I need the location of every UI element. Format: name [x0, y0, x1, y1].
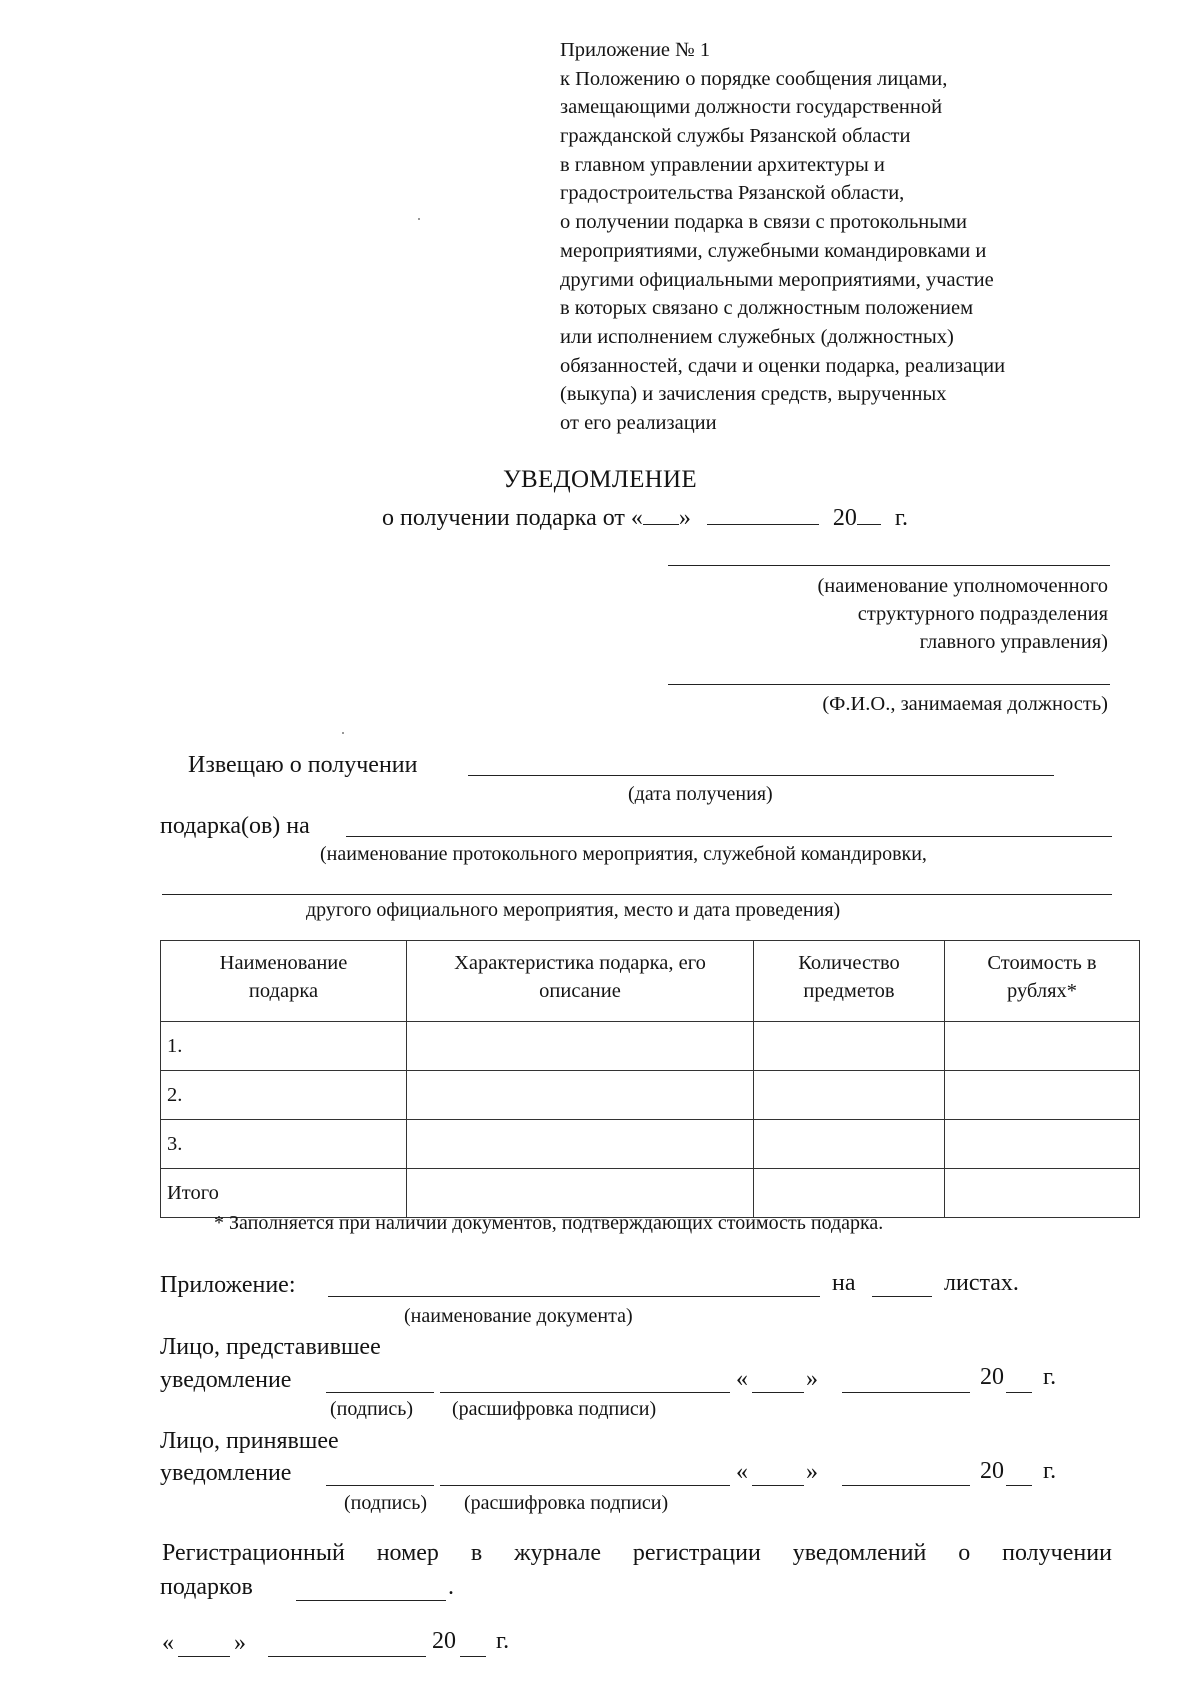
registration-word: о	[958, 1540, 971, 1566]
gifts-table	[160, 940, 1140, 1218]
receipt-date-field[interactable]	[468, 775, 1054, 776]
header-text: предметов	[803, 980, 895, 1002]
submitted-year-field[interactable]	[1006, 1392, 1032, 1393]
final-open-quote: «	[162, 1630, 174, 1656]
accepted-year-field[interactable]	[1006, 1485, 1032, 1486]
sheets-count-field[interactable]	[872, 1296, 932, 1297]
annex-line: (выкупа) и зачисления средств, вырученных	[560, 383, 947, 406]
table-row	[161, 1120, 1140, 1169]
cell-quantity[interactable]	[754, 1120, 945, 1169]
fio-caption: (Ф.И.О., занимаемая должность)	[822, 693, 1108, 715]
annex-line: в которых связано с должностным положением	[560, 297, 974, 320]
submitted-line1: Лицо, представившее	[160, 1334, 381, 1360]
header-text: Наименование	[219, 952, 348, 974]
registration-line2: подарков	[160, 1574, 253, 1600]
recipient-field[interactable]	[668, 565, 1110, 566]
recipient-caption-line: структурного подразделения	[857, 603, 1108, 625]
annex-line: другими официальными мероприятиями, участие	[560, 268, 994, 291]
attachment-field[interactable]	[328, 1296, 820, 1297]
registration-word: в	[470, 1540, 483, 1566]
cell-description[interactable]	[407, 1022, 754, 1071]
year-suffix: г.	[894, 505, 909, 531]
accepted-month-field[interactable]	[842, 1485, 970, 1486]
fio-field[interactable]	[668, 684, 1110, 685]
submitted-sign-caption: (подпись)	[330, 1398, 414, 1420]
gifts-on-label: подарка(ов) на	[160, 813, 310, 839]
registration-word: уведомлений	[792, 1540, 927, 1566]
table-header-row	[161, 941, 1140, 1022]
day-blank[interactable]	[643, 524, 679, 525]
notice-intro: Извещаю о получении	[188, 752, 418, 778]
attachment-caption: (наименование документа)	[404, 1305, 633, 1327]
table-row-total	[161, 1169, 1140, 1218]
annex-line: от его реализации	[560, 411, 717, 434]
accepted-decode-field[interactable]	[440, 1485, 730, 1486]
event-caption-1: (наименование протокольного мероприятия, служебной командировки,	[320, 843, 927, 865]
header-gift-name	[161, 941, 407, 1022]
header-gift-description	[407, 941, 754, 1022]
row-number: 2.	[161, 1071, 407, 1120]
month-blank[interactable]	[707, 524, 819, 525]
annex-line: обязанностей, сдачи и оценки подарка, реализации	[560, 354, 1006, 377]
header-text: Стоимость в	[987, 952, 1097, 974]
event-caption-2: другого официального мероприятия, место и дата проведения)	[306, 899, 841, 921]
cell-description[interactable]	[407, 1120, 754, 1169]
registration-period: .	[448, 1574, 454, 1600]
cell-quantity[interactable]	[754, 1169, 945, 1218]
accepted-year: 20	[980, 1458, 1004, 1484]
annex-line: в главном управлении архитектуры и	[560, 153, 885, 176]
header-text: рублях*	[1006, 980, 1078, 1002]
accepted-decode-caption: (расшифровка подписи)	[464, 1492, 669, 1514]
annex-line: гражданской службы Рязанской области	[560, 125, 911, 148]
annex-line: мероприятиями, служебными командировками и	[560, 239, 987, 262]
submitted-open-quote: «	[736, 1366, 748, 1392]
registration-word: журнале	[514, 1540, 601, 1566]
header-text: Количество	[798, 952, 900, 974]
row-total-label: Итого	[161, 1169, 407, 1218]
cell-cost[interactable]	[945, 1022, 1140, 1071]
accepted-sign-caption: (подпись)	[344, 1492, 428, 1514]
cell-cost[interactable]	[945, 1169, 1140, 1218]
header-quantity	[754, 941, 945, 1022]
accepted-g: г.	[1043, 1458, 1057, 1484]
annex-line: Приложение № 1	[560, 39, 711, 61]
row-number: 1.	[161, 1022, 407, 1071]
accepted-line1: Лицо, принявшее	[160, 1428, 339, 1454]
row-number: 3.	[161, 1120, 407, 1169]
year-blank[interactable]	[857, 524, 881, 525]
header-cost	[945, 941, 1140, 1022]
attachment-sheets: листах.	[944, 1270, 1019, 1296]
attachment-label: Приложение:	[160, 1272, 296, 1298]
registration-word: номер	[376, 1540, 439, 1566]
registration-number-line[interactable]	[296, 1600, 446, 1601]
subtitle	[382, 505, 908, 532]
table-row	[161, 1022, 1140, 1071]
cell-description[interactable]	[407, 1071, 754, 1120]
submitted-month-field[interactable]	[842, 1392, 970, 1393]
recipient-caption-line: (наименование уполномоченного	[817, 575, 1108, 597]
registration-word: регистрации	[632, 1540, 761, 1566]
document-title: УВЕДОМЛЕНИЕ	[503, 466, 697, 493]
annex-line: градостроительства Рязанской области,	[560, 182, 905, 205]
submitted-signature-field[interactable]	[326, 1392, 434, 1393]
receipt-date-caption: (дата получения)	[628, 783, 773, 805]
scan-speck	[418, 218, 420, 220]
submitted-close-quote: »	[806, 1366, 818, 1392]
submitted-decode-field[interactable]	[440, 1392, 730, 1393]
scan-speck	[342, 732, 344, 734]
header-text: подарка	[248, 980, 319, 1002]
registration-word: получении	[1002, 1540, 1112, 1566]
cell-quantity[interactable]	[754, 1022, 945, 1071]
recipient-caption-line: главного управления)	[919, 631, 1108, 653]
accepted-line2: уведомление	[160, 1460, 292, 1486]
accepted-open-quote: «	[736, 1459, 748, 1485]
subtitle-mid: »	[678, 505, 691, 531]
annex-line: о получении подарка в связи с протокольными	[560, 211, 967, 234]
submitted-g: г.	[1043, 1364, 1057, 1390]
submitted-decode-caption: (расшифровка подписи)	[452, 1398, 657, 1420]
subtitle-prefix: о получении подарка от «	[382, 505, 643, 531]
final-day-field[interactable]	[178, 1656, 230, 1657]
final-year: 20	[432, 1628, 456, 1654]
accepted-signature-field[interactable]	[326, 1485, 434, 1486]
annex-line: замещающими должности государственной	[560, 96, 943, 119]
annex-line: или исполнением служебных (должностных)	[560, 325, 954, 348]
annex-line: к Положению о порядке сообщения лицами,	[560, 67, 948, 90]
event-field-continued[interactable]	[162, 894, 1112, 895]
table-row	[161, 1071, 1140, 1120]
table-footnote: * Заполняется при наличии документов, подтверждающих стоимость подарка.	[214, 1212, 884, 1234]
year-prefix: 20	[832, 505, 857, 531]
submitted-line2: уведомление	[160, 1367, 292, 1393]
attachment-on: на	[832, 1270, 856, 1296]
final-g: г.	[496, 1628, 510, 1654]
recipient-caption	[668, 572, 1108, 656]
final-year-field[interactable]	[460, 1656, 486, 1657]
submitted-year: 20	[980, 1364, 1004, 1390]
accepted-close-quote: »	[806, 1459, 818, 1485]
annex-header	[560, 36, 1005, 438]
cell-quantity[interactable]	[754, 1071, 945, 1120]
cell-description[interactable]	[407, 1169, 754, 1218]
final-month-field[interactable]	[268, 1656, 426, 1657]
header-text: Характеристика подарка, его	[454, 952, 706, 974]
submitted-day-field[interactable]	[752, 1392, 804, 1393]
header-text: описание	[539, 980, 621, 1002]
cell-cost[interactable]	[945, 1071, 1140, 1120]
accepted-day-field[interactable]	[752, 1485, 804, 1486]
event-field[interactable]	[346, 836, 1112, 837]
registration-line1	[162, 1540, 1112, 1567]
final-close-quote: »	[234, 1630, 246, 1656]
cell-cost[interactable]	[945, 1120, 1140, 1169]
registration-word: Регистрационный	[162, 1540, 345, 1566]
